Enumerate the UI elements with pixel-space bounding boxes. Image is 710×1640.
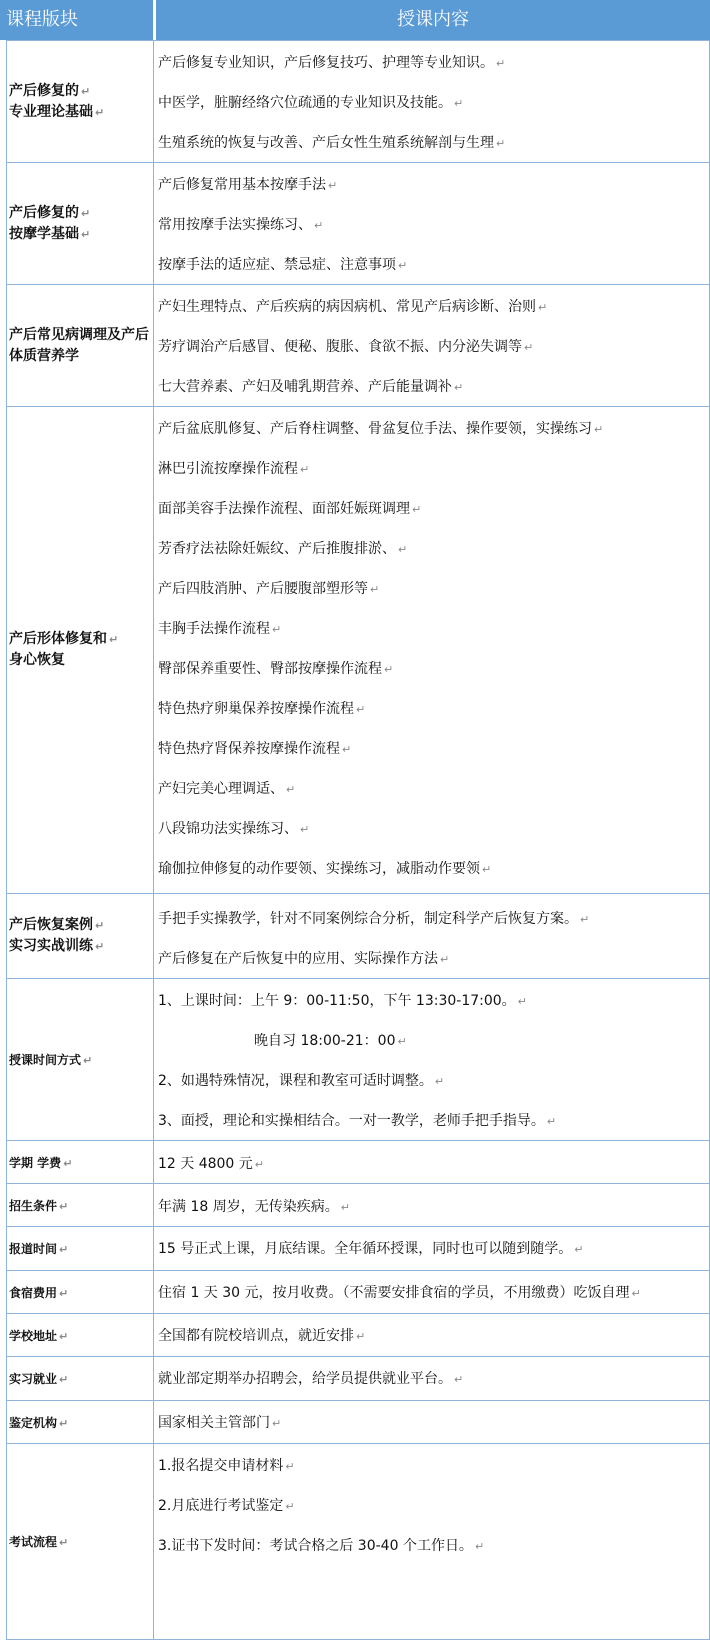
row-label: 产后修复的 ↵ 专业理论基础 ↵ [6,41,154,162]
paragraph-mark-icon: ↵ [272,1417,282,1430]
content-line: 中医学，脏腑经络穴位疏通的专业知识及技能。 ↵ [158,95,464,111]
row-content [154,1184,710,1226]
table-row [6,1356,710,1400]
table-row [6,1270,710,1313]
row-content [154,1401,710,1443]
content-line: 八段锦功法实操练习、 ↵ [158,821,310,837]
paragraph-mark-icon: ↵ [397,1035,407,1048]
row-content [154,1141,710,1183]
content-line: 常用按摩手法实操练习、 ↵ [158,217,324,233]
paragraph-mark-icon: ↵ [272,623,282,636]
paragraph-mark-icon: ↵ [328,179,338,192]
content-line: 瑜伽拉伸修复的动作要领、实操练习，减脂动作要领 ↵ [158,861,492,877]
table-row [6,1226,710,1270]
content-line: 产后修复常用基本按摩手法 ↵ [158,177,338,193]
content-line: 就业部定期举办招聘会，给学员提供就业平台。 ↵ [158,1371,464,1387]
content-line: 3.证书下发时间：考试合格之后 30-40 个工作日。 ↵ [158,1538,485,1554]
content-line: 七大营养素、产妇及哺乳期营养、产后能量调补 ↵ [158,379,464,395]
row-label: 报道时间 ↵ [6,1227,154,1270]
paragraph-mark-icon: ↵ [454,97,464,110]
content-line: 特色热疗肾保养按摩操作流程 ↵ [158,741,352,757]
paragraph-mark-icon: ↵ [574,1243,584,1256]
table-row [6,893,710,978]
paragraph-mark-icon: ↵ [398,543,408,556]
table-row [6,284,710,406]
row-label: 鉴定机构 ↵ [6,1401,154,1443]
table-row [6,1140,710,1183]
paragraph-mark-icon: ↵ [285,1460,295,1473]
content-line: 产妇完美心理调适、 ↵ [158,781,296,797]
paragraph-mark-icon: ↵ [496,57,506,70]
content-line: 丰胸手法操作流程 ↵ [158,621,282,637]
table-row [6,406,710,893]
content-line: 1、上课时间：上午 9：00-11:50，下午 13:30-17:00。 ↵ [158,993,527,1009]
paragraph-mark-icon: ↵ [300,823,310,836]
content-line: 手把手实操教学，针对不同案例综合分析，制定科学产后恢复方案。 ↵ [158,911,590,927]
row-content [154,41,710,162]
paragraph-mark-icon: ↵ [412,503,422,516]
paragraph-mark-icon: ↵ [356,1330,366,1343]
content-line: 15 号正式上课，月底结课。全年循环授课，同时也可以随到随学。 ↵ [158,1241,584,1257]
paragraph-mark-icon: ↵ [285,1500,295,1513]
row-content [154,1314,710,1356]
paragraph-mark-icon: ↵ [454,381,464,394]
header-module: 课程版块 [0,0,153,40]
row-label: 实习就业 ↵ [6,1357,154,1400]
content-line: 产后修复专业知识，产后修复技巧、护理等专业知识。 ↵ [158,55,506,71]
row-label: 授课时间方式 ↵ [6,979,154,1140]
content-line: 年满 18 周岁，无传染疾病。 ↵ [158,1199,350,1215]
paragraph-mark-icon: ↵ [356,703,366,716]
content-line: 特色热疗卵巢保养按摩操作流程 ↵ [158,701,366,717]
content-line: 生殖系统的恢复与改善、产后女性生殖系统解剖与生理 ↵ [158,135,506,151]
paragraph-mark-icon: ↵ [524,341,534,354]
content-line: 产后四肢消肿、产后腰腹部塑形等 ↵ [158,581,380,597]
paragraph-mark-icon: ↵ [538,301,548,314]
paragraph-mark-icon: ↵ [434,1075,445,1088]
row-label: 考试流程 ↵ [6,1444,154,1639]
paragraph-mark-icon: ↵ [580,913,590,926]
content-line: 按摩手法的适应症、禁忌症、注意事项 ↵ [158,257,408,273]
content-line: 国家相关主管部门 ↵ [158,1415,282,1431]
table-row [6,162,710,284]
paragraph-mark-icon: ↵ [370,583,380,596]
paragraph-mark-icon: ↵ [300,463,310,476]
content-line: 3、面授，理论和实操相结合。一对一教学，老师手把手指导。 ↵ [158,1113,557,1129]
paragraph-mark-icon: ↵ [440,953,450,966]
row-content [154,285,710,406]
content-line: 面部美容手法操作流程、面部妊娠斑调理 ↵ [158,501,422,517]
paragraph-mark-icon: ↵ [398,259,408,272]
paragraph-mark-icon: ↵ [482,863,492,876]
content-line: 2、如遇特殊情况，课程和教室可适时调整。 ↵ [158,1073,445,1089]
table-row [6,1183,710,1226]
paragraph-mark-icon: ↵ [286,783,296,796]
row-label: 产后形体修复和 ↵ 身心恢复 [6,407,154,893]
paragraph-mark-icon: ↵ [254,1158,265,1171]
content-line: 芳香疗法祛除妊娠纹、产后推腹排淤、 ↵ [158,541,408,557]
row-content [154,894,710,978]
content-line: 住宿 1 天 30 元，按月收费。（不需要安排食宿的学员，不用缴费）吃饭自理 ↵ [158,1285,641,1301]
paragraph-mark-icon: ↵ [314,219,324,232]
table-row [6,1313,710,1356]
paragraph-mark-icon: ↵ [546,1115,557,1128]
paragraph-mark-icon: ↵ [517,995,527,1008]
paragraph-mark-icon: ↵ [342,743,352,756]
paragraph-mark-icon: ↵ [496,137,506,150]
row-content [154,1357,710,1400]
table-row [6,1400,710,1443]
row-content [154,1444,710,1639]
row-content [154,163,710,284]
paragraph-mark-icon: ↵ [454,1373,464,1386]
paragraph-mark-icon: ↵ [474,1540,485,1553]
table-row [6,40,710,162]
row-content [154,407,710,893]
paragraph-mark-icon: ↵ [340,1201,350,1214]
row-content [154,1271,710,1313]
paragraph-mark-icon: ↵ [384,663,394,676]
row-label: 产后修复的 ↵ 按摩学基础 ↵ [6,163,154,284]
content-line: 臀部保养重要性、臀部按摩操作流程 ↵ [158,661,394,677]
content-line: 芳疗调治产后感冒、便秘、腹胀、食欲不振、内分泌失调等 ↵ [158,339,534,355]
row-label: 学校地址 ↵ [6,1314,154,1356]
row-label: 食宿费用 ↵ [6,1271,154,1313]
table-row [6,1443,710,1640]
content-line: 淋巴引流按摩操作流程 ↵ [158,461,310,477]
row-content [154,1227,710,1270]
table-row [6,978,710,1140]
row-label: 产后常见病调理及产后体质营养学 [6,285,154,406]
paragraph-mark-icon: ↵ [594,423,604,436]
row-label: 学期 学费 ↵ [6,1141,154,1183]
paragraph-mark-icon: ↵ [631,1287,641,1300]
content-line: 产妇生理特点、产后疾病的病因病机、常见产后病诊断、治则 ↵ [158,299,548,315]
content-line: 12 天 4800 元 ↵ [158,1156,265,1172]
header-content: 授课内容 [156,0,710,40]
content-line: 全国都有院校培训点，就近安排 ↵ [158,1328,366,1344]
content-line: 产后盆底肌修复、产后脊柱调整、骨盆复位手法、操作要领，实操练习 ↵ [158,421,604,437]
content-line: 晚自习 18:00-21：00 ↵ [254,1033,407,1049]
row-label: 产后恢复案例 ↵ 实习实战训练 ↵ [6,894,154,978]
row-content [154,979,710,1140]
content-line: 2.月底进行考试鉴定 ↵ [158,1498,295,1514]
content-line: 产后修复在产后恢复中的应用、实际操作方法 ↵ [158,951,450,967]
row-label: 招生条件 ↵ [6,1184,154,1226]
content-line: 1.报名提交申请材料 ↵ [158,1458,295,1474]
